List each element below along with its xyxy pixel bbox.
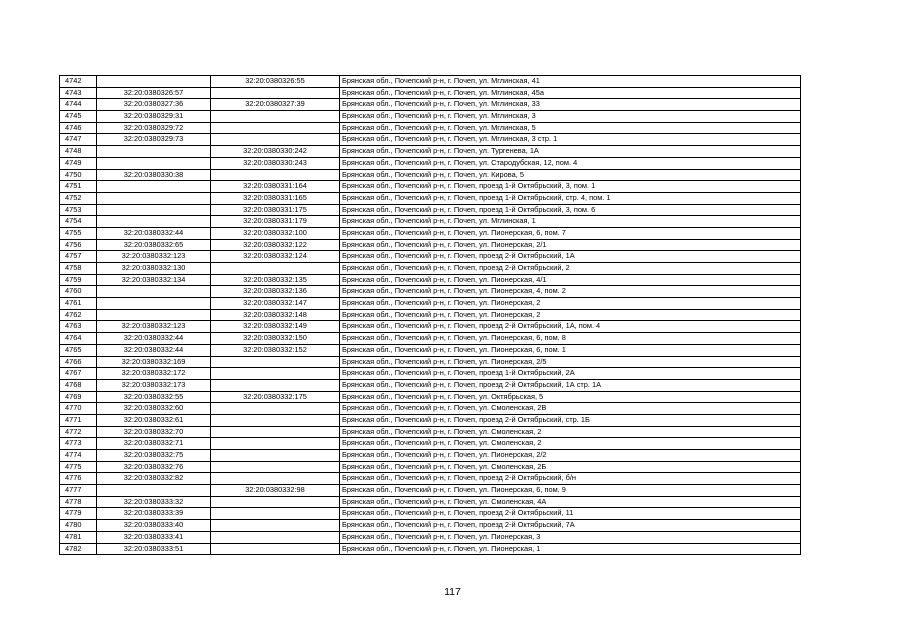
building-cadastral-number-cell bbox=[211, 169, 340, 181]
address-cell: Брянская обл., Почепский р-н, г. Почеп, ул. Смоленская, 2В bbox=[340, 403, 801, 415]
row-number-cell: 4747 bbox=[60, 134, 97, 146]
row-number-cell: 4772 bbox=[60, 426, 97, 438]
address-cell: Брянская обл., Почепский р-н, г. Почеп, ул. Мглинская, 33 bbox=[340, 99, 801, 111]
row-number-cell: 4746 bbox=[60, 122, 97, 134]
land-cadastral-number-cell: 32:20:0380332:70 bbox=[97, 426, 211, 438]
land-cadastral-number-cell: 32:20:0380332:76 bbox=[97, 461, 211, 473]
address-cell: Брянская обл., Почепский р-н, г. Почеп, ул. Мглинская, 5 bbox=[340, 122, 801, 134]
table-row bbox=[60, 543, 801, 555]
building-cadastral-number-cell bbox=[211, 438, 340, 450]
table-row bbox=[60, 414, 801, 426]
table-row bbox=[60, 274, 801, 286]
cadastral-table bbox=[59, 75, 801, 555]
land-cadastral-number-cell: 32:20:0380333:51 bbox=[97, 543, 211, 555]
table-row bbox=[60, 426, 801, 438]
address-cell: Брянская обл., Почепский р-н, г. Почеп, проезд 1-й Октябрьский, 3, пом. 1 bbox=[340, 181, 801, 193]
address-cell: Брянская обл., Почепский р-н, г. Почеп, ул. Пионерская, 6, пом. 7 bbox=[340, 227, 801, 239]
address-cell: Брянская обл., Почепский р-н, г. Почеп, ул. Пионерская, 2/5 bbox=[340, 356, 801, 368]
building-cadastral-number-cell: 32:20:0380330:242 bbox=[211, 146, 340, 158]
row-number-cell: 4748 bbox=[60, 146, 97, 158]
row-number-cell: 4781 bbox=[60, 531, 97, 543]
building-cadastral-number-cell: 32:20:0380332:150 bbox=[211, 333, 340, 345]
row-number-cell: 4742 bbox=[60, 76, 97, 88]
address-cell: Брянская обл., Почепский р-н, г. Почеп, ул. Пионерская, 6, пом. 8 bbox=[340, 333, 801, 345]
document-table-wrapper bbox=[59, 75, 800, 555]
land-cadastral-number-cell: 32:20:0380327:36 bbox=[97, 99, 211, 111]
address-cell: Брянская обл., Почепский р-н, г. Почеп, ул. Мглинская, 3 стр. 1 bbox=[340, 134, 801, 146]
address-cell: Брянская обл., Почепский р-н, г. Почеп, ул. Пионерская, 2/2 bbox=[340, 450, 801, 462]
building-cadastral-number-cell: 32:20:0380332:100 bbox=[211, 227, 340, 239]
building-cadastral-number-cell bbox=[211, 414, 340, 426]
row-number-cell: 4773 bbox=[60, 438, 97, 450]
table-row bbox=[60, 520, 801, 532]
address-cell: Брянская обл., Почепский р-н, г. Почеп, ул. Пионерская, 6, пом. 9 bbox=[340, 485, 801, 497]
building-cadastral-number-cell bbox=[211, 520, 340, 532]
table-row bbox=[60, 134, 801, 146]
row-number-cell: 4766 bbox=[60, 356, 97, 368]
address-cell: Брянская обл., Почепский р-н, г. Почеп, проезд 2-й Октябрьский, 7А bbox=[340, 520, 801, 532]
address-cell: Брянская обл., Почепский р-н, г. Почеп, проезд 1-й Октябрьский, стр. 4, пом. 1 bbox=[340, 192, 801, 204]
building-cadastral-number-cell bbox=[211, 111, 340, 123]
address-cell: Брянская обл., Почепский р-н, г. Почеп, ул. Смоленская, 2Б bbox=[340, 461, 801, 473]
table-row bbox=[60, 263, 801, 275]
building-cadastral-number-cell bbox=[211, 263, 340, 275]
address-cell: Брянская обл., Почепский р-н, г. Почеп, ул. Тургенева, 1А bbox=[340, 146, 801, 158]
land-cadastral-number-cell: 32:20:0380332:123 bbox=[97, 321, 211, 333]
row-number-cell: 4778 bbox=[60, 496, 97, 508]
table-row bbox=[60, 239, 801, 251]
land-cadastral-number-cell: 32:20:0380332:82 bbox=[97, 473, 211, 485]
land-cadastral-number-cell: 32:20:0380333:40 bbox=[97, 520, 211, 532]
building-cadastral-number-cell: 32:20:0380332:124 bbox=[211, 251, 340, 263]
address-cell: Брянская обл., Почепский р-н, г. Почеп, проезд 2-й Октябрьский, б/н bbox=[340, 473, 801, 485]
address-cell: Брянская обл., Почепский р-н, г. Почеп, ул. Пионерская, 1 bbox=[340, 543, 801, 555]
row-number-cell: 4771 bbox=[60, 414, 97, 426]
address-cell: Брянская обл., Почепский р-н, г. Почеп, проезд 1-й Октябрьский, 3, пом. 6 bbox=[340, 204, 801, 216]
row-number-cell: 4782 bbox=[60, 543, 97, 555]
table-row bbox=[60, 99, 801, 111]
building-cadastral-number-cell bbox=[211, 368, 340, 380]
land-cadastral-number-cell bbox=[97, 309, 211, 321]
table-row bbox=[60, 111, 801, 123]
address-cell: Брянская обл., Почепский р-н, г. Почеп, проезд 2-й Октябрьский, 11 bbox=[340, 508, 801, 520]
land-cadastral-number-cell bbox=[97, 216, 211, 228]
land-cadastral-number-cell: 32:20:0380332:134 bbox=[97, 274, 211, 286]
table-row bbox=[60, 438, 801, 450]
table-row bbox=[60, 391, 801, 403]
land-cadastral-number-cell: 32:20:0380332:169 bbox=[97, 356, 211, 368]
land-cadastral-number-cell bbox=[97, 181, 211, 193]
table-row bbox=[60, 227, 801, 239]
building-cadastral-number-cell: 32:20:0380332:147 bbox=[211, 298, 340, 310]
row-number-cell: 4749 bbox=[60, 157, 97, 169]
building-cadastral-number-cell: 32:20:0380332:148 bbox=[211, 309, 340, 321]
table-row bbox=[60, 76, 801, 88]
address-cell: Брянская обл., Почепский р-н, г. Почеп, ул. Пионерская, 2 bbox=[340, 309, 801, 321]
building-cadastral-number-cell bbox=[211, 122, 340, 134]
building-cadastral-number-cell: 32:20:0380326:55 bbox=[211, 76, 340, 88]
table-row bbox=[60, 344, 801, 356]
address-cell: Брянская обл., Почепский р-н, г. Почеп, ул. Пионерская, 2 bbox=[340, 298, 801, 310]
table-row bbox=[60, 368, 801, 380]
row-number-cell: 4745 bbox=[60, 111, 97, 123]
address-cell: Брянская обл., Почепский р-н, г. Почеп, проезд 2-й Октябрьский, 1А bbox=[340, 251, 801, 263]
building-cadastral-number-cell bbox=[211, 496, 340, 508]
table-row bbox=[60, 146, 801, 158]
building-cadastral-number-cell bbox=[211, 134, 340, 146]
table-row bbox=[60, 204, 801, 216]
building-cadastral-number-cell bbox=[211, 403, 340, 415]
land-cadastral-number-cell: 32:20:0380332:61 bbox=[97, 414, 211, 426]
building-cadastral-number-cell bbox=[211, 531, 340, 543]
building-cadastral-number-cell: 32:20:0380332:135 bbox=[211, 274, 340, 286]
table-row bbox=[60, 157, 801, 169]
table-row bbox=[60, 321, 801, 333]
table-row bbox=[60, 298, 801, 310]
address-cell: Брянская обл., Почепский р-н, г. Почеп, ул. Мглинская, 45а bbox=[340, 87, 801, 99]
building-cadastral-number-cell: 32:20:0380332:136 bbox=[211, 286, 340, 298]
table-row bbox=[60, 216, 801, 228]
land-cadastral-number-cell bbox=[97, 76, 211, 88]
row-number-cell: 4756 bbox=[60, 239, 97, 251]
land-cadastral-number-cell: 32:20:0380332:173 bbox=[97, 379, 211, 391]
page-number: 117 bbox=[444, 586, 461, 598]
row-number-cell: 4774 bbox=[60, 450, 97, 462]
row-number-cell: 4775 bbox=[60, 461, 97, 473]
address-cell: Брянская обл., Почепский р-н, г. Почеп, ул. Пионерская, 4/1 bbox=[340, 274, 801, 286]
table-body bbox=[60, 76, 801, 555]
land-cadastral-number-cell: 32:20:0380326:57 bbox=[97, 87, 211, 99]
land-cadastral-number-cell: 32:20:0380332:44 bbox=[97, 344, 211, 356]
land-cadastral-number-cell: 32:20:0380332:65 bbox=[97, 239, 211, 251]
address-cell: Брянская обл., Почепский р-н, г. Почеп, проезд 2-й Октябрьский, 1А стр. 1А bbox=[340, 379, 801, 391]
table-row bbox=[60, 403, 801, 415]
row-number-cell: 4780 bbox=[60, 520, 97, 532]
row-number-cell: 4761 bbox=[60, 298, 97, 310]
building-cadastral-number-cell bbox=[211, 543, 340, 555]
land-cadastral-number-cell bbox=[97, 286, 211, 298]
building-cadastral-number-cell: 32:20:0380332:149 bbox=[211, 321, 340, 333]
address-cell: Брянская обл., Почепский р-н, г. Почеп, ул. Стародубская, 12, пом. 4 bbox=[340, 157, 801, 169]
row-number-cell: 4744 bbox=[60, 99, 97, 111]
row-number-cell: 4762 bbox=[60, 309, 97, 321]
building-cadastral-number-cell: 32:20:0380332:175 bbox=[211, 391, 340, 403]
land-cadastral-number-cell: 32:20:0380333:32 bbox=[97, 496, 211, 508]
row-number-cell: 4752 bbox=[60, 192, 97, 204]
building-cadastral-number-cell: 32:20:0380331:179 bbox=[211, 216, 340, 228]
building-cadastral-number-cell bbox=[211, 426, 340, 438]
land-cadastral-number-cell: 32:20:0380332:123 bbox=[97, 251, 211, 263]
row-number-cell: 4770 bbox=[60, 403, 97, 415]
building-cadastral-number-cell bbox=[211, 356, 340, 368]
row-number-cell: 4755 bbox=[60, 227, 97, 239]
building-cadastral-number-cell bbox=[211, 473, 340, 485]
address-cell: Брянская обл., Почепский р-н, г. Почеп, ул. Мглинская, 3 bbox=[340, 111, 801, 123]
row-number-cell: 4754 bbox=[60, 216, 97, 228]
row-number-cell: 4769 bbox=[60, 391, 97, 403]
land-cadastral-number-cell: 32:20:0380332:71 bbox=[97, 438, 211, 450]
building-cadastral-number-cell: 32:20:0380332:152 bbox=[211, 344, 340, 356]
row-number-cell: 4760 bbox=[60, 286, 97, 298]
address-cell: Брянская обл., Почепский р-н, г. Почеп, ул. Мглинская, 41 bbox=[340, 76, 801, 88]
address-cell: Брянская обл., Почепский р-н, г. Почеп, ул. Смоленская, 4А bbox=[340, 496, 801, 508]
row-number-cell: 4757 bbox=[60, 251, 97, 263]
row-number-cell: 4753 bbox=[60, 204, 97, 216]
land-cadastral-number-cell: 32:20:0380332:130 bbox=[97, 263, 211, 275]
row-number-cell: 4765 bbox=[60, 344, 97, 356]
land-cadastral-number-cell bbox=[97, 298, 211, 310]
land-cadastral-number-cell bbox=[97, 485, 211, 497]
land-cadastral-number-cell: 32:20:0380329:73 bbox=[97, 134, 211, 146]
table-row bbox=[60, 508, 801, 520]
table-row bbox=[60, 356, 801, 368]
building-cadastral-number-cell: 32:20:0380330:243 bbox=[211, 157, 340, 169]
table-row bbox=[60, 286, 801, 298]
land-cadastral-number-cell: 32:20:0380332:172 bbox=[97, 368, 211, 380]
address-cell: Брянская обл., Почепский р-н, г. Почеп, проезд 2-й Октябрьский, стр. 1Б bbox=[340, 414, 801, 426]
table-row bbox=[60, 450, 801, 462]
address-cell: Брянская обл., Почепский р-н, г. Почеп, ул. Пионерская, 2/1 bbox=[340, 239, 801, 251]
row-number-cell: 4767 bbox=[60, 368, 97, 380]
building-cadastral-number-cell bbox=[211, 87, 340, 99]
address-cell: Брянская обл., Почепский р-н, г. Почеп, ул. Смоленская, 2 bbox=[340, 426, 801, 438]
row-number-cell: 4743 bbox=[60, 87, 97, 99]
land-cadastral-number-cell: 32:20:0380332:44 bbox=[97, 227, 211, 239]
address-cell: Брянская обл., Почепский р-н, г. Почеп, ул. Мглинская, 1 bbox=[340, 216, 801, 228]
address-cell: Брянская обл., Почепский р-н, г. Почеп, ул. Пионерская, 6, пом. 1 bbox=[340, 344, 801, 356]
table-row bbox=[60, 192, 801, 204]
address-cell: Брянская обл., Почепский р-н, г. Почеп, проезд 2-й Октябрьский, 1А, пом. 4 bbox=[340, 321, 801, 333]
land-cadastral-number-cell: 32:20:0380329:31 bbox=[97, 111, 211, 123]
table-row bbox=[60, 461, 801, 473]
building-cadastral-number-cell: 32:20:0380332:98 bbox=[211, 485, 340, 497]
row-number-cell: 4777 bbox=[60, 485, 97, 497]
address-cell: Брянская обл., Почепский р-н, г. Почеп, ул. Пионерская, 3 bbox=[340, 531, 801, 543]
table-row bbox=[60, 181, 801, 193]
land-cadastral-number-cell: 32:20:0380329:72 bbox=[97, 122, 211, 134]
land-cadastral-number-cell bbox=[97, 192, 211, 204]
land-cadastral-number-cell: 32:20:0380330:38 bbox=[97, 169, 211, 181]
land-cadastral-number-cell: 32:20:0380332:75 bbox=[97, 450, 211, 462]
address-cell: Брянская обл., Почепский р-н, г. Почеп, ул. Смоленская, 2 bbox=[340, 438, 801, 450]
land-cadastral-number-cell bbox=[97, 157, 211, 169]
building-cadastral-number-cell bbox=[211, 461, 340, 473]
table-row bbox=[60, 309, 801, 321]
building-cadastral-number-cell: 32:20:0380331:164 bbox=[211, 181, 340, 193]
building-cadastral-number-cell: 32:20:0380332:122 bbox=[211, 239, 340, 251]
table-row bbox=[60, 496, 801, 508]
address-cell: Брянская обл., Почепский р-н, г. Почеп, ул. Пионерская, 4, пом. 2 bbox=[340, 286, 801, 298]
address-cell: Брянская обл., Почепский р-н, г. Почеп, проезд 1-й Октябрьский, 2А bbox=[340, 368, 801, 380]
land-cadastral-number-cell bbox=[97, 204, 211, 216]
table-row bbox=[60, 531, 801, 543]
building-cadastral-number-cell: 32:20:0380331:175 bbox=[211, 204, 340, 216]
table-row bbox=[60, 251, 801, 263]
row-number-cell: 4776 bbox=[60, 473, 97, 485]
land-cadastral-number-cell: 32:20:0380333:41 bbox=[97, 531, 211, 543]
row-number-cell: 4750 bbox=[60, 169, 97, 181]
land-cadastral-number-cell: 32:20:0380333:39 bbox=[97, 508, 211, 520]
building-cadastral-number-cell bbox=[211, 450, 340, 462]
table-row bbox=[60, 122, 801, 134]
address-cell: Брянская обл., Почепский р-н, г. Почеп, проезд 2-й Октябрьский, 2 bbox=[340, 263, 801, 275]
table-row bbox=[60, 379, 801, 391]
row-number-cell: 4763 bbox=[60, 321, 97, 333]
address-cell: Брянская обл., Почепский р-н, г. Почеп, ул. Кирова, 5 bbox=[340, 169, 801, 181]
land-cadastral-number-cell bbox=[97, 146, 211, 158]
row-number-cell: 4751 bbox=[60, 181, 97, 193]
table-row bbox=[60, 169, 801, 181]
land-cadastral-number-cell: 32:20:0380332:60 bbox=[97, 403, 211, 415]
building-cadastral-number-cell bbox=[211, 379, 340, 391]
row-number-cell: 4764 bbox=[60, 333, 97, 345]
table-row bbox=[60, 87, 801, 99]
table-row bbox=[60, 485, 801, 497]
land-cadastral-number-cell: 32:20:0380332:44 bbox=[97, 333, 211, 345]
building-cadastral-number-cell: 32:20:0380327:39 bbox=[211, 99, 340, 111]
row-number-cell: 4768 bbox=[60, 379, 97, 391]
table-row bbox=[60, 333, 801, 345]
table-row bbox=[60, 473, 801, 485]
building-cadastral-number-cell: 32:20:0380331:165 bbox=[211, 192, 340, 204]
address-cell: Брянская обл., Почепский р-н, г. Почеп, ул. Октябрьская, 5 bbox=[340, 391, 801, 403]
row-number-cell: 4758 bbox=[60, 263, 97, 275]
row-number-cell: 4779 bbox=[60, 508, 97, 520]
building-cadastral-number-cell bbox=[211, 508, 340, 520]
land-cadastral-number-cell: 32:20:0380332:55 bbox=[97, 391, 211, 403]
row-number-cell: 4759 bbox=[60, 274, 97, 286]
